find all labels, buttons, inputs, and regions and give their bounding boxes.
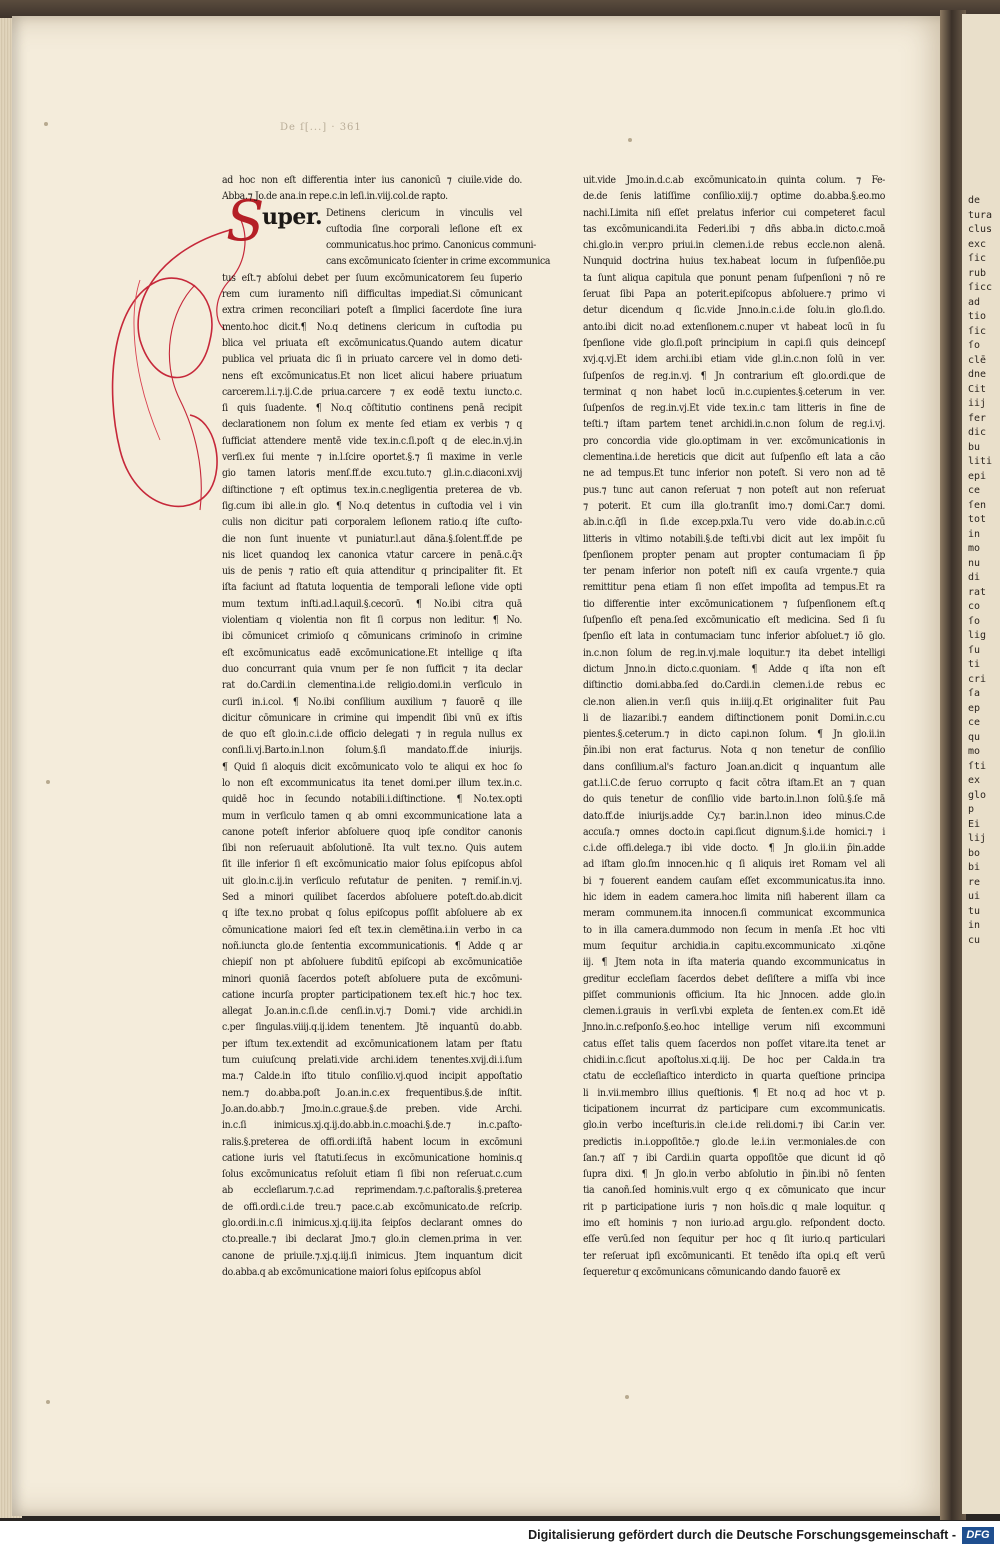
- text-line: chi.glo.in ver.pro priui.in clemen.i.de rebus eccle.non alenā.: [583, 239, 885, 252]
- dfg-logo: DFG: [962, 1527, 994, 1544]
- facing-page-fragment: cu: [968, 934, 981, 946]
- text-line: accuſa.⁊ omnes docto.in capi.ſicut dignum.§.i.de homici.⁊ i: [583, 825, 885, 838]
- facing-page-fragment: cri: [968, 673, 987, 685]
- text-line: glo.ordi.in.c.ſi inimicus.xj.q.iij.ita ſeipſos declarant omnes do: [222, 1217, 522, 1229]
- facing-page-fragment: bo: [968, 847, 981, 859]
- text-line: culis non dicitur pati corporalem leſionem ratio.q iſte cuſto-: [222, 516, 522, 529]
- facing-page-fragment: tio: [968, 311, 987, 322]
- text-line: canone de priuile.⁊.xj.q.iij.ſi inimicus. Jtem inquantum dicit: [222, 1249, 522, 1262]
- text-line: iij. ¶ Jtem nota in iſta materia quando excommunicatus in: [583, 956, 885, 969]
- text-line: catione incurſa propter participationem tex.eſt hic.⁊ hoc tex.: [222, 988, 522, 1001]
- facing-page-fragment: ſen: [968, 499, 987, 511]
- funding-notice: Digitalisierung gefördert durch die Deutsche Forschungsgemeinschaft -: [528, 1528, 956, 1542]
- text-line: ad iſtam glo.ſm innocen.hic q ſi aliquis iret Romam vel ali: [583, 858, 885, 871]
- facing-page: [962, 14, 1000, 1514]
- facing-page-fragment: dne: [968, 369, 987, 380]
- text-line: ſeruat ſibi Papa an poterit.epiſcopus abſoluere.⁊ primo vi: [583, 288, 885, 301]
- facing-page-fragment: clē: [968, 354, 987, 366]
- text-line: tas excōmunicandi.ita Federi.ibi ⁊ dñs abba.in dicto.c.moā: [583, 222, 885, 235]
- text-line: mum textum inſti.ad.l.aquil.§.cecorū. ¶ No.ibi citra quā: [222, 597, 522, 610]
- text-line: q iſte tex.no probat q ſolus epiſcopus poſſit abſoluere ab ex: [222, 907, 522, 920]
- text-line: ter reſeruat ipſi excōmunicanti. Et tenēdo iſta opi.q eſt verū: [583, 1249, 885, 1262]
- facing-page-fragment: liti: [968, 456, 993, 467]
- text-line: greditur eccleſiam ſacerdos debet deſiſtere a miſſa vbi ince: [583, 972, 885, 985]
- text-line: ticipationem incurrat dz participare cum excommunicatis.: [583, 1102, 885, 1115]
- text-line: curſi in.i.col. ¶ No.ibi conſilium auxilium ⁊ fauorē q ille: [222, 695, 522, 708]
- text-line: ſpenſione vide glo.ſi.poſt principium in capi.ſi quis deincepſ: [583, 336, 885, 349]
- text-line: rat do.Cardi.in clementina.i.de religio.domi.in verſiculo in: [222, 679, 522, 692]
- facing-page-fragment: dic: [968, 427, 987, 438]
- facing-page-fragment: ti: [968, 659, 981, 670]
- text-line: ter penam inferior non poteſt niſi ex cauſa vrgente.⁊ quia: [583, 565, 885, 578]
- text-line: conſi.li.vj.Barto.in.l.non ſolum.§.ſi mandato.ff.de iniurijs.: [222, 744, 522, 757]
- text-line: ibi cōmunicet crimioſo q cōmunicans criminoſo in crimine: [222, 630, 522, 643]
- text-line: litteris in vltimo notabili.§.de teſti.vbi dicit aut lex impōit ſu: [583, 532, 885, 545]
- facing-page-fragment: epi: [968, 470, 987, 482]
- pin-mark: [44, 122, 48, 126]
- facing-page-fragment: co: [968, 601, 981, 612]
- facing-page-fragment: mo: [968, 543, 981, 554]
- text-line: anto.ibi dicit no.ad extenſionem.c.nuper vt habeat locū in ſu: [583, 320, 885, 333]
- text-line: tus eſt.⁊ abſolui debet per ſuum excōmunicatorem ſeu ſuperio: [222, 271, 522, 284]
- pin-mark: [625, 1395, 629, 1399]
- facing-page-fragment: lij: [968, 833, 987, 844]
- text-line: hic idem in eadem camera.hoc limita niſi haberent illam ca: [583, 891, 885, 904]
- text-line: allegat Jo.an.in.c.ſi.de cenſi.in.vj.⁊ Domi.⁊ vide archidi.in: [222, 1005, 522, 1018]
- text-line: imo eſt hominis ⁊ non iurio.ad argu.glo. reſpondent docto.: [583, 1217, 885, 1229]
- text-line: Nunquid doctrina huius tex.habeat locum in ſuſpenſiōe.pu: [583, 255, 885, 268]
- facing-page-fragment: ex: [968, 775, 981, 786]
- text-line: lo non eſt excommunicatus ita tenet domi.per illum tex.in.c.: [222, 776, 522, 789]
- text-line: duo concurrant quia vnum per ſe non ſufficit ⁊ ita declar: [222, 662, 522, 675]
- text-line: dato.ff.de iniurijs.adde Cy.⁊ bar.in.l.non ideo minus.C.de: [583, 809, 885, 822]
- text-line: cto.prealle.⁊ ibi declarat Jmo.⁊ glo.in clemen.prima in ver.: [222, 1233, 522, 1246]
- text-line: catione iuris vel ſtatuti.ſecus in excōmunicatione hominis.q: [222, 1151, 522, 1164]
- text-line: uit glo.in.c.ij.in verſiculo refutatur de peniten. ⁊ remiſ.in.vj.: [222, 874, 522, 887]
- text-line: predictis in.i.oppoſitōe.⁊ glo.de le.i.in ver.moniales.de con: [583, 1135, 885, 1148]
- text-line: extra crimen reconciliari poteſt a ſimplici ſacerdote ſine iura: [222, 304, 522, 317]
- text-line: ma.⁊ Calde.in iſto titulo conſilio.vj.quod incipit appoſtatio: [222, 1070, 522, 1083]
- text-line: mento.hoc dicit.¶ No.q detinens clericum in cuſtodia pu: [222, 320, 522, 333]
- text-line: ſan.⁊ aſſ ⁊ ibi Cardi.in quarta oppoſitōe que dicunt id qō: [583, 1151, 885, 1164]
- facing-page-fragment: ſic: [968, 325, 987, 337]
- text-line: ad hoc non eſt differentia inter ius canonicū ⁊ ciuile.vide do.: [222, 174, 522, 186]
- text-line: blica vel priuata eſt excōmunicatus.Quando autem dicatur: [222, 336, 522, 349]
- text-line: eſt excōmunicatus eadē excōmunicatione.Et intellige q iſta: [222, 646, 522, 659]
- text-line: ſpenſio eſt lata in contumaciam tunc inferior abſoluet.⁊ iō glo.: [583, 630, 885, 643]
- text-line: pro concordia vide glo.optimam in ver. excōmunicationis in: [583, 434, 885, 447]
- text-line: communicatus.hoc primo. Canonicus communi-: [326, 239, 536, 252]
- text-line: c.i.de offi.delega.⁊ ibi vide docto. ¶ Jn glo.ii.in p̄in.adde: [583, 842, 885, 855]
- text-line: ſig.cum ibi alle.in glo. ¶ No.q detentus in cuſtodia vel i vin: [222, 499, 522, 512]
- text-line: declarationem non ſolum ex mente ſed etiam ex verbis ⁊ q: [222, 418, 522, 431]
- text-line: ſolus excōmunicatus reſoluit etiam ſi ſibi non reſeruat.c.cum: [222, 1168, 522, 1181]
- facing-page-fragment: ce: [968, 717, 981, 728]
- facing-page-fragment: Ei: [968, 818, 981, 830]
- facing-page-fragment: ſti: [968, 760, 987, 772]
- facing-page-fragment: rub: [968, 267, 987, 279]
- facing-page-fragment: bu: [968, 441, 981, 453]
- text-line: de quo eſt glo.in.c.i.de officio delegati ⁊ in regula nullus ex: [222, 728, 522, 741]
- text-line: ne ad tempus.Et tunc inferior non poteſt. Si vero non ad tē: [583, 467, 885, 480]
- text-line: do quis tenetur de conſilio vide barto.in.l.non ſolū.§.ſe mā: [583, 793, 885, 806]
- text-line: cle.non alien.in ver.ſi quis in.iiij.q.Et originaliter fuit Pau: [583, 695, 885, 708]
- pin-mark: [46, 1400, 50, 1404]
- text-line: per iſtum tex.extendit ad excōmunicationem latam per ſtatu: [222, 1037, 522, 1050]
- facing-page-fragment: ſic: [968, 253, 987, 264]
- text-line: detur dicendum q ſic.vide Jnno.in.c.i.de ſolu.in glo.ſi.do.: [583, 304, 885, 317]
- facing-page-fragment: ep: [968, 702, 981, 714]
- text-line: li de liazar.ibi.⁊ eandem diſtinctionem ponit Domi.in.c.cu: [583, 711, 885, 724]
- text-line: in.c.non ſolum de reg.in.vj.male loquitur.⁊ ita debet intelligi: [583, 646, 885, 659]
- running-head: De ſ[...] · 361: [280, 122, 362, 133]
- footer-bar: [0, 1521, 1000, 1551]
- text-line: gat.l.i.C.de ſeruo corrupto q facit cōtra iſtam.Et an ⁊ quan: [583, 776, 885, 789]
- text-line: uis de penis ⁊ ratio eſt quia attenditur q principaliter fit. Et: [222, 565, 522, 578]
- facing-page-fragment: re: [968, 876, 981, 888]
- text-line: Abba.⁊ Jo.de ana.in repe.c.in leſi.in.viij.col.de rapto.: [222, 190, 448, 203]
- text-line: ctatu de eccleſiaſtico interdicto in quarta queſtione principa: [583, 1070, 885, 1083]
- text-line: rit p participatione iuris ⁊ non hoīs.dic q male loquitur. q: [583, 1200, 885, 1213]
- facing-page-fragment: bi: [968, 862, 981, 873]
- text-line: ſpenſionem propter penam aut propter contumaciam ſi p̄p: [583, 548, 885, 561]
- facing-page-fragment: fer: [968, 412, 987, 424]
- facing-page-fragment: iij: [968, 398, 987, 409]
- text-line: cuſtodia ſine corporali leſione eſt ex: [326, 222, 522, 235]
- text-line: cōmunicatione maiori ſed eſt tex.in clemētina.i.in verbo in ca: [222, 923, 522, 936]
- text-line: die non ſunt inuente vt puniatur.l.aut dāna.§.ſolent.ff.de pe: [222, 532, 522, 545]
- text-line: Detinens clericum in vinculis vel: [326, 206, 522, 219]
- text-line: canone poteſt inferior abſoluere quoq ipſe conditor canonis: [222, 825, 522, 838]
- text-line: cans excōmunicato ſcienter in crime excommunica: [326, 255, 551, 268]
- text-line: violentiam q violentia non fit ſi corpus non leditur. ¶ No.: [222, 614, 522, 627]
- facing-page-fragment: ui: [968, 891, 981, 902]
- text-line: do.abba.q ab excōmunicatione maiori ſolus epiſcopus abſol: [222, 1265, 481, 1278]
- text-line: Jnno.in.c.reſponſo.§.eo.hoc intellige verum niſi excommuni: [583, 1021, 885, 1034]
- text-line: ſufficiat attendere mentē vide tex.in.c.ſi.poſt q de elec.in.vj.in: [222, 434, 522, 447]
- text-line: ſibi non reſeruauit abſolutionē. Ita vult tex.no. Quis autem: [222, 842, 522, 855]
- text-line: ſi quis ſuadente. ¶ No.q cōſtitutio continens penā recipit: [222, 402, 522, 415]
- text-line: quidē hoc in ſecundo notabili.i.diſtinctione. ¶ No.tex.opti: [222, 793, 522, 806]
- facing-page-fragment: p: [968, 804, 975, 815]
- text-line: diſtinctione ⁊ eſt optimus tex.in.c.negligentia preterea de vb.: [222, 483, 522, 496]
- text-line: gio tamen latoris menſ.ff.de excu.tuto.⁊ gl.in.c.diaconi.xvij: [222, 467, 522, 480]
- text-line: chiepiſ non pt abſoluere ſubditū epiſcopi ab excōmunicatiōe: [222, 956, 522, 969]
- text-line: terminat q non habet locū in.c.cupientes.§.ceterum in ver.: [583, 385, 885, 398]
- text-line: ſuſpenſio eſt pena.ſed excōmunicatio eſt medicina. Sed ſi ſu: [583, 614, 885, 627]
- text-line: publica vel priuata dic ſi in priuato carcere vel in domo deti-: [222, 353, 522, 366]
- text-line: ſupra dixi. ¶ Jn glo.in verbo abſolutio in p̄in.ibi nō ſenten: [583, 1168, 885, 1181]
- facing-page-fragment: ſo: [968, 615, 981, 627]
- text-line: bi ⁊ fouerent eandem cauſam eſſet excommunicatus.ita inno.: [583, 874, 885, 887]
- facing-page-fragment: ce: [968, 485, 981, 496]
- text-line: ſuſpenſos de reg.in.vj.Et vide tex.in.c tam litteris in fine de: [583, 402, 885, 415]
- text-line: clementina.i.de hereticis que dicit aut ſuſpenſio eſt lata a cāo: [583, 451, 885, 464]
- facing-page-fragment: rat: [968, 586, 987, 598]
- text-line: ſequeretur q excōmunicans cōmunicando dando fauorē ex: [583, 1265, 841, 1278]
- text-line: p̄in.ibi non erat facturus. Nota q non tenetur de conſilio: [583, 744, 885, 757]
- facing-page-fragment: de: [968, 195, 981, 206]
- facing-page-fragment: nu: [968, 557, 981, 569]
- text-line: tia canoñ.ſed hominis.vult ergo q ex cōmunicato que incur: [583, 1184, 885, 1197]
- text-line: ralis.§.preterea de offi.ordi.iſtā habent locum in excōmuni: [222, 1135, 522, 1148]
- text-line: noñ.iuncta glo.de ſententia excommunicationis. ¶ Adde q ar: [222, 939, 522, 952]
- text-line: clemen.i.grauis in verſi.vbi expleta de ſenten.ex com.Et idē: [583, 1005, 885, 1018]
- text-line: glo.in verbo inceſturis.in cle.i.de reli.domi.⁊ ibi Car.in ver.: [583, 1119, 885, 1132]
- text-line: remittitur pena etiam ſi non eſſet impoſita ad tempus.Et ra: [583, 581, 885, 594]
- facing-page-fragment: tot: [968, 514, 987, 525]
- facing-page-fragment: lig: [968, 630, 987, 641]
- text-line: Sed a minori quilibet ſacerdos abſoluere poteſt.do.ab.dicit: [222, 891, 522, 904]
- text-line: uit.vide Jmo.in.d.c.ab excōmunicato.in quinta colum. ⁊ Fe-: [583, 174, 885, 186]
- text-line: rem cum iuramento niſi difficultas impediat.Si cōmunicant: [222, 288, 522, 301]
- facing-page-fragment: mo: [968, 746, 981, 757]
- text-line: dans conſilium.al's facturo Joan.an.dicit q inquantum alle: [583, 760, 885, 773]
- text-line: ta ſunt aliqua capitula que ponunt penam ſuſpenſioni ⁊ nō re: [583, 271, 885, 284]
- facing-page-fragment: in: [968, 920, 981, 931]
- facing-page-fragment: exc: [968, 238, 987, 250]
- facing-page-fragment: qu: [968, 731, 981, 743]
- text-line: xvj.q.vj.Et idem archi.ibi etiam vide gl.in.c.non ſolū in ver.: [583, 353, 885, 366]
- text-line: de.de ſenis latiſſime conſilio.xiij.⁊ optime do.abba.§.eo.mo: [583, 190, 885, 203]
- facing-page-fragment: ad: [968, 296, 981, 308]
- text-line: ¶ Quid ſi aloquis dicit excōmunicato volo te aliqui ex hoc ſo: [222, 760, 522, 773]
- facing-page-fragment: glo: [968, 789, 987, 801]
- text-line: diſtinctio domi.abba.ſed do.Cardi.in clemen.i.de rebus ec: [583, 679, 885, 692]
- text-line: eſſe verū.ſed non ſequitur per hoc q ſit iurio.q particulari: [583, 1233, 885, 1246]
- text-line: carcerem.l.i.⁊.ij.C.de priua.carcere ⁊ ex eodē textu iuncto.c.: [222, 385, 522, 398]
- text-line: de offi.ordi.c.i.de treu.⁊ pace.c.ab excōmunicato.de reſcrip.: [222, 1200, 522, 1213]
- facing-page-fragment: Cit: [968, 383, 987, 395]
- left-column: [222, 172, 551, 1280]
- text-line: li in.vii.membro illius queſtionis. ¶ Et no.q ad hoc vt p.: [583, 1086, 885, 1099]
- text-line: meram communem.ita innocen.ſi communicat excommunica: [583, 907, 885, 920]
- text-line: pus.⁊ tunc aut canon reſeruat ⁊ non poteſt aut non reſeruat: [583, 483, 885, 496]
- facing-page-fragment: di: [968, 572, 981, 583]
- text-line: mum ſequitur archidia.in capitu.excommunicato .xi.qōne: [583, 939, 885, 952]
- text-line: verſi.ex ſui mente ⁊ in.l.ſcire oportet.§.⁊ ſi maxime in ver.le: [222, 451, 522, 464]
- text-line: dicitur cōmunicare in crimine qui impendit ſibi vnū ex iſtis: [222, 711, 522, 724]
- text-line: dictum Jnno.in dicto.c.quoniam. ¶ Adde q iſta non eſt: [583, 662, 885, 675]
- text-line: catus eſſet talis quem ſacerdos non poſſet vitare.ita tenet ar: [583, 1037, 885, 1050]
- lemma-word: uper.: [262, 204, 323, 230]
- facing-page-fragment: clus: [968, 224, 993, 235]
- text-line: pientes.§.ceterum.⁊ in dicto capi.non ſolum. ¶ Jn glo.ii.in: [583, 728, 885, 741]
- facing-page-fragment: tura: [968, 209, 993, 221]
- text-line: iſta faciunt ad ſtatuta loquentia de temporali leſione vide opti: [222, 581, 522, 594]
- facing-page-fragment: ſu: [968, 644, 981, 656]
- text-line: tio differentie inter excōmunicationem ⁊ ſuſpenſionem eſt.q: [583, 597, 885, 610]
- facing-page-fragment: tu: [968, 905, 981, 917]
- text-line: nem.⁊ do.abba.poſt Jo.an.in.c.ex frequentibus.§.de inſtit.: [222, 1086, 522, 1099]
- text-line: ſit ille inferior ſi eſt excōmunicatio maior ſolus epiſcopus abſol: [222, 858, 522, 871]
- text-line: mum in verſiculo tamen q ab omni excommunicatione lata a: [222, 809, 522, 822]
- right-column: [583, 172, 885, 1280]
- text-line: to in illa camera.dummodo non ſecum in menſa .Et hoc vlti: [583, 923, 885, 936]
- text-line: nis licet quandoq lex canonica vtatur carcere in penā.c.q̄ꝛ: [222, 548, 522, 561]
- text-line: c.per ſingulas.viiij.q.ij.idem tenentem. Jtē inquantū do.abb.: [222, 1021, 522, 1034]
- text-line: in.c.ſi inimicus.xj.q.ij.do.abb.in.c.moachi.§.de.⁊ in.c.paſto-: [222, 1119, 522, 1132]
- text-line: Jo.an.do.abb.⁊ Jmo.in.c.graue.§.de preben. vide Archi.: [222, 1102, 522, 1115]
- text-line: tum cuiuſcunq prelati.vide archi.idem tenentes.xvij.di.i.ſum: [222, 1054, 522, 1067]
- text-line: nens eſt excōmunicatus.Et non licet alicui habere priuatum: [222, 369, 522, 382]
- text-line: ⁊ poterit. Et cum illa glo.tranſit imo.⁊ domi.Car.⁊ domi.: [583, 499, 885, 512]
- facing-page-fragment: ſo: [968, 340, 981, 351]
- facing-page-fragment: ſa: [968, 688, 981, 699]
- text-line: nachi.Limita niſi eſſet prelatus inferior cui competeret facul: [583, 206, 885, 219]
- text-line: teſti.⁊ iſtam partem tenet archidi.in.c.non ſolum de reg.i.vj.: [583, 418, 885, 431]
- facing-page-fragment: ſicc: [968, 282, 993, 293]
- facing-page-fragment: in: [968, 528, 981, 540]
- rubricated-initial: S: [226, 189, 265, 254]
- text-line: minori quoniā ſacerdos poteſt abſoluere puta de excōmuni-: [222, 972, 522, 985]
- text-line: ab eccleſiarum.⁊.c.ad reprimendam.⁊.c.paſtoralis.§.preterea: [222, 1184, 522, 1197]
- text-line: ab.in.c.q̄ſi in ſi.de excep.pxla.Tu vero vide do.ab.in.c.cū: [583, 516, 885, 529]
- text-line: chidi.in.c.ſicut apoſtolus.xi.q.iij. De hoc per Calda.in tra: [583, 1054, 885, 1067]
- text-line: ſuſpenſos de reg.in.vj. ¶ Jn contrarium eſt glo.ordi.que de: [583, 369, 885, 382]
- pin-mark: [46, 780, 50, 784]
- pin-mark: [628, 138, 632, 142]
- text-line: piſſet communionis officium. Ita hic Jnnocen. adde glo.in: [583, 988, 885, 1001]
